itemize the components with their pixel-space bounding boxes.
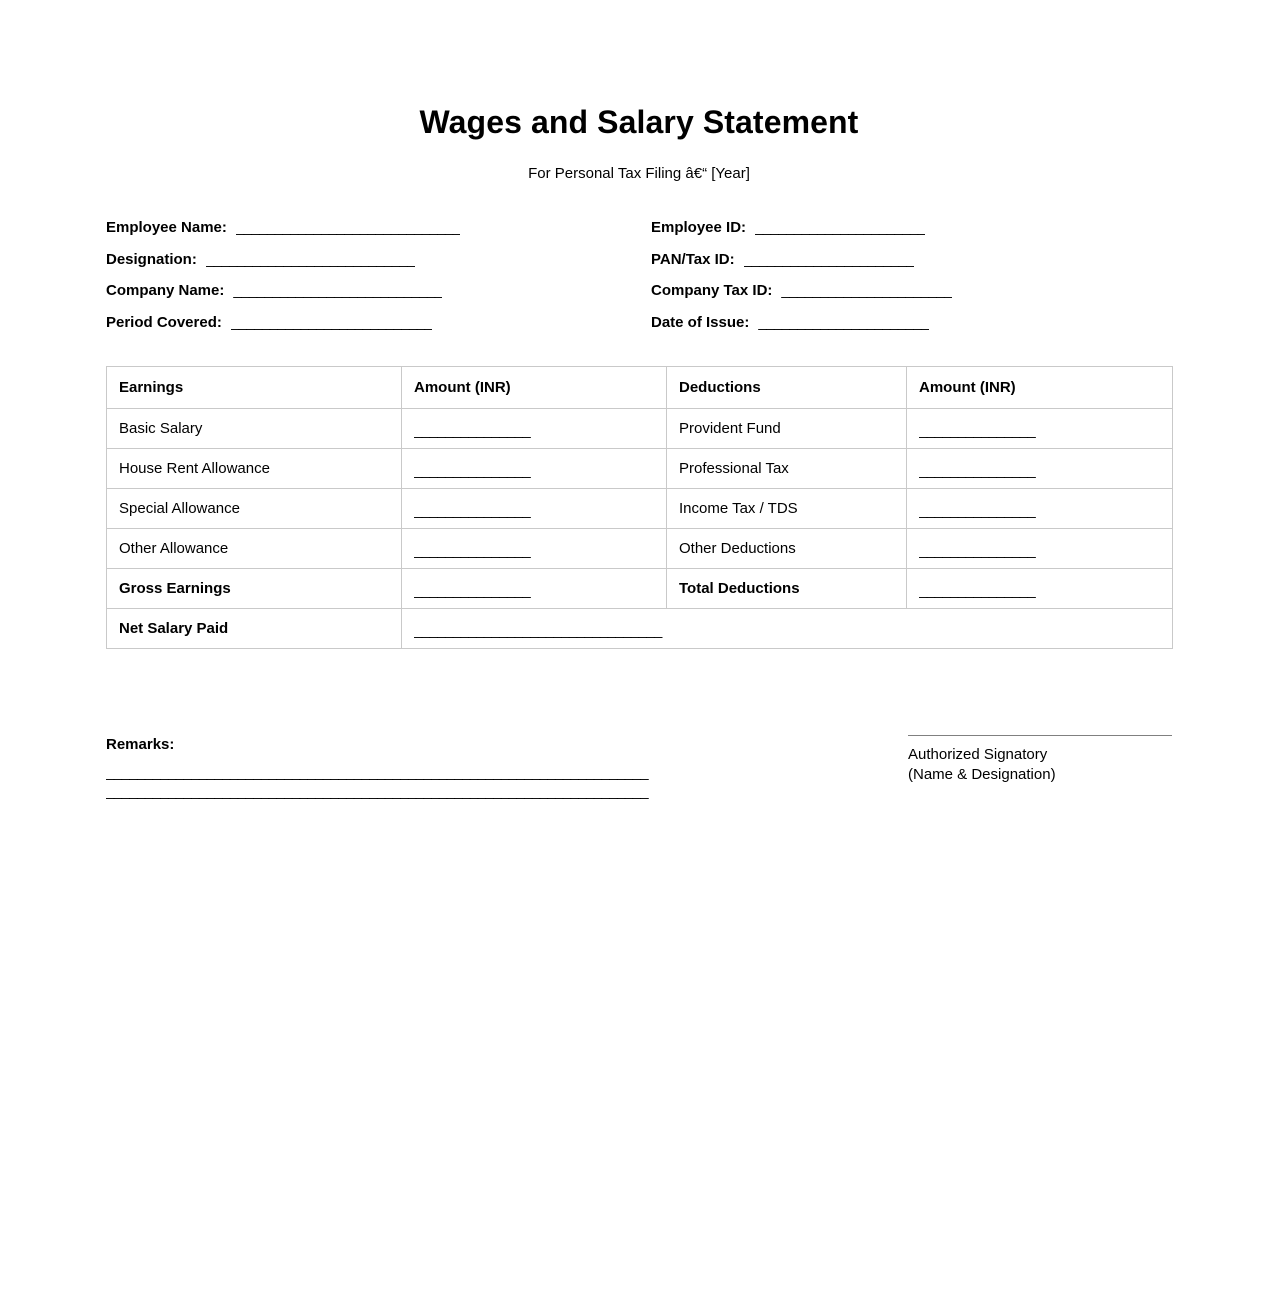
field-label-designation: Designation: (106, 250, 197, 268)
amount-blank[interactable]: _______________ (414, 543, 531, 559)
table-row (107, 488, 1173, 528)
signature-label-line-1: Authorized Signatory (908, 745, 1048, 763)
field-label-company-tax-id: Company Tax ID: (651, 282, 773, 300)
table-row-totals (107, 568, 1173, 608)
remarks-blank-line-1[interactable]: ______________________________________________________________________ (106, 764, 648, 782)
field-blank-employee-name[interactable]: _____________________________ (235, 218, 461, 236)
page-subtitle: For Personal Tax Filing â€“ [Year] (528, 164, 750, 182)
amount-blank-net-salary[interactable]: ________________________________ (414, 623, 662, 639)
meta-row (0, 280, 1278, 302)
table-row-net-salary (107, 608, 1173, 648)
meta-row (0, 249, 1278, 271)
earning-amount-basic-salary (402, 408, 667, 448)
field-label-employee-name: Employee Name: (106, 218, 227, 236)
deduction-amount-other-deductions (907, 528, 1173, 568)
field-pan-tax-id (651, 249, 1191, 271)
meta-row (0, 217, 1278, 239)
amount-blank[interactable]: _______________ (919, 463, 1036, 479)
deduction-label-professional-tax: Professional Tax (667, 448, 907, 488)
field-blank-company-tax-id[interactable]: ______________________ (781, 282, 952, 300)
column-header-earnings-amount: Amount (INR) (402, 366, 667, 408)
amount-blank[interactable]: _______________ (414, 423, 531, 439)
field-period-covered (106, 312, 651, 334)
field-label-date-of-issue: Date of Issue: (651, 314, 750, 332)
earning-amount-other-allowance (402, 528, 667, 568)
signature-label-line-2: (Name & Designation) (908, 765, 1056, 783)
column-header-deductions: Deductions (667, 366, 907, 408)
field-label-period-covered: Period Covered: (106, 314, 222, 332)
field-company-tax-id (651, 280, 1191, 302)
earning-amount-special-allowance (402, 488, 667, 528)
page-title: Wages and Salary Statement (419, 104, 859, 140)
remarks-label: Remarks: (106, 735, 175, 753)
field-label-employee-id: Employee ID: (651, 218, 747, 236)
field-blank-pan-tax-id[interactable]: ______________________ (743, 250, 914, 268)
field-employee-name (106, 217, 651, 239)
table-row (107, 448, 1173, 488)
deduction-amount-income-tax-tds (907, 488, 1173, 528)
deduction-label-other-deductions: Other Deductions (667, 528, 907, 568)
net-salary-amount (402, 608, 1173, 648)
deduction-label-provident-fund: Provident Fund (667, 408, 907, 448)
column-header-deductions-amount: Amount (INR) (907, 366, 1173, 408)
field-label-company-name: Company Name: (106, 282, 225, 300)
meta-row (0, 312, 1278, 334)
remarks-block (106, 735, 756, 803)
signature-block (908, 735, 1174, 785)
amount-blank[interactable]: _______________ (919, 503, 1036, 519)
field-company-name (106, 280, 651, 302)
field-blank-employee-id[interactable]: ______________________ (755, 218, 926, 236)
table-row (107, 528, 1173, 568)
amount-blank[interactable]: _______________ (414, 583, 531, 599)
earning-label-gross-earnings: Gross Earnings (107, 568, 402, 608)
deduction-label-total-deductions: Total Deductions (667, 568, 907, 608)
field-blank-company-name[interactable]: ___________________________ (233, 282, 443, 300)
employee-details-section (0, 183, 1278, 334)
earning-label-other-allowance: Other Allowance (107, 528, 402, 568)
deduction-label-income-tax-tds: Income Tax / TDS (667, 488, 907, 528)
earning-label-basic-salary: Basic Salary (107, 408, 402, 448)
table-row (107, 408, 1173, 448)
field-blank-date-of-issue[interactable]: ______________________ (758, 314, 929, 332)
earning-label-special-allowance: Special Allowance (107, 488, 402, 528)
footer-section (0, 649, 1278, 801)
field-employee-id (651, 217, 1191, 239)
field-blank-period-covered[interactable]: __________________________ (230, 314, 433, 332)
amount-blank[interactable]: _______________ (414, 503, 531, 519)
amount-blank[interactable]: _______________ (919, 543, 1036, 559)
salary-table (106, 366, 1173, 649)
column-header-earnings: Earnings (107, 366, 402, 408)
salary-table-wrapper (0, 344, 1278, 649)
table-header-row (107, 366, 1173, 408)
deduction-amount-professional-tax (907, 448, 1173, 488)
field-blank-designation[interactable]: ___________________________ (205, 250, 415, 268)
net-salary-label: Net Salary Paid (107, 608, 402, 648)
earning-amount-house-rent-allowance (402, 448, 667, 488)
signature-rule (908, 735, 1172, 736)
deduction-amount-provident-fund (907, 408, 1173, 448)
amount-blank[interactable]: _______________ (414, 463, 531, 479)
amount-blank[interactable]: _______________ (919, 423, 1036, 439)
field-date-of-issue (651, 312, 1191, 334)
earning-label-house-rent-allowance: House Rent Allowance (107, 448, 402, 488)
deduction-amount-total-deductions (907, 568, 1173, 608)
amount-blank[interactable]: _______________ (919, 583, 1036, 599)
field-designation (106, 249, 651, 271)
remarks-blank-line-2[interactable]: ______________________________________________________________________ (106, 783, 648, 801)
field-label-pan-tax-id: PAN/Tax ID: (651, 250, 735, 268)
earning-amount-gross-earnings (402, 568, 667, 608)
